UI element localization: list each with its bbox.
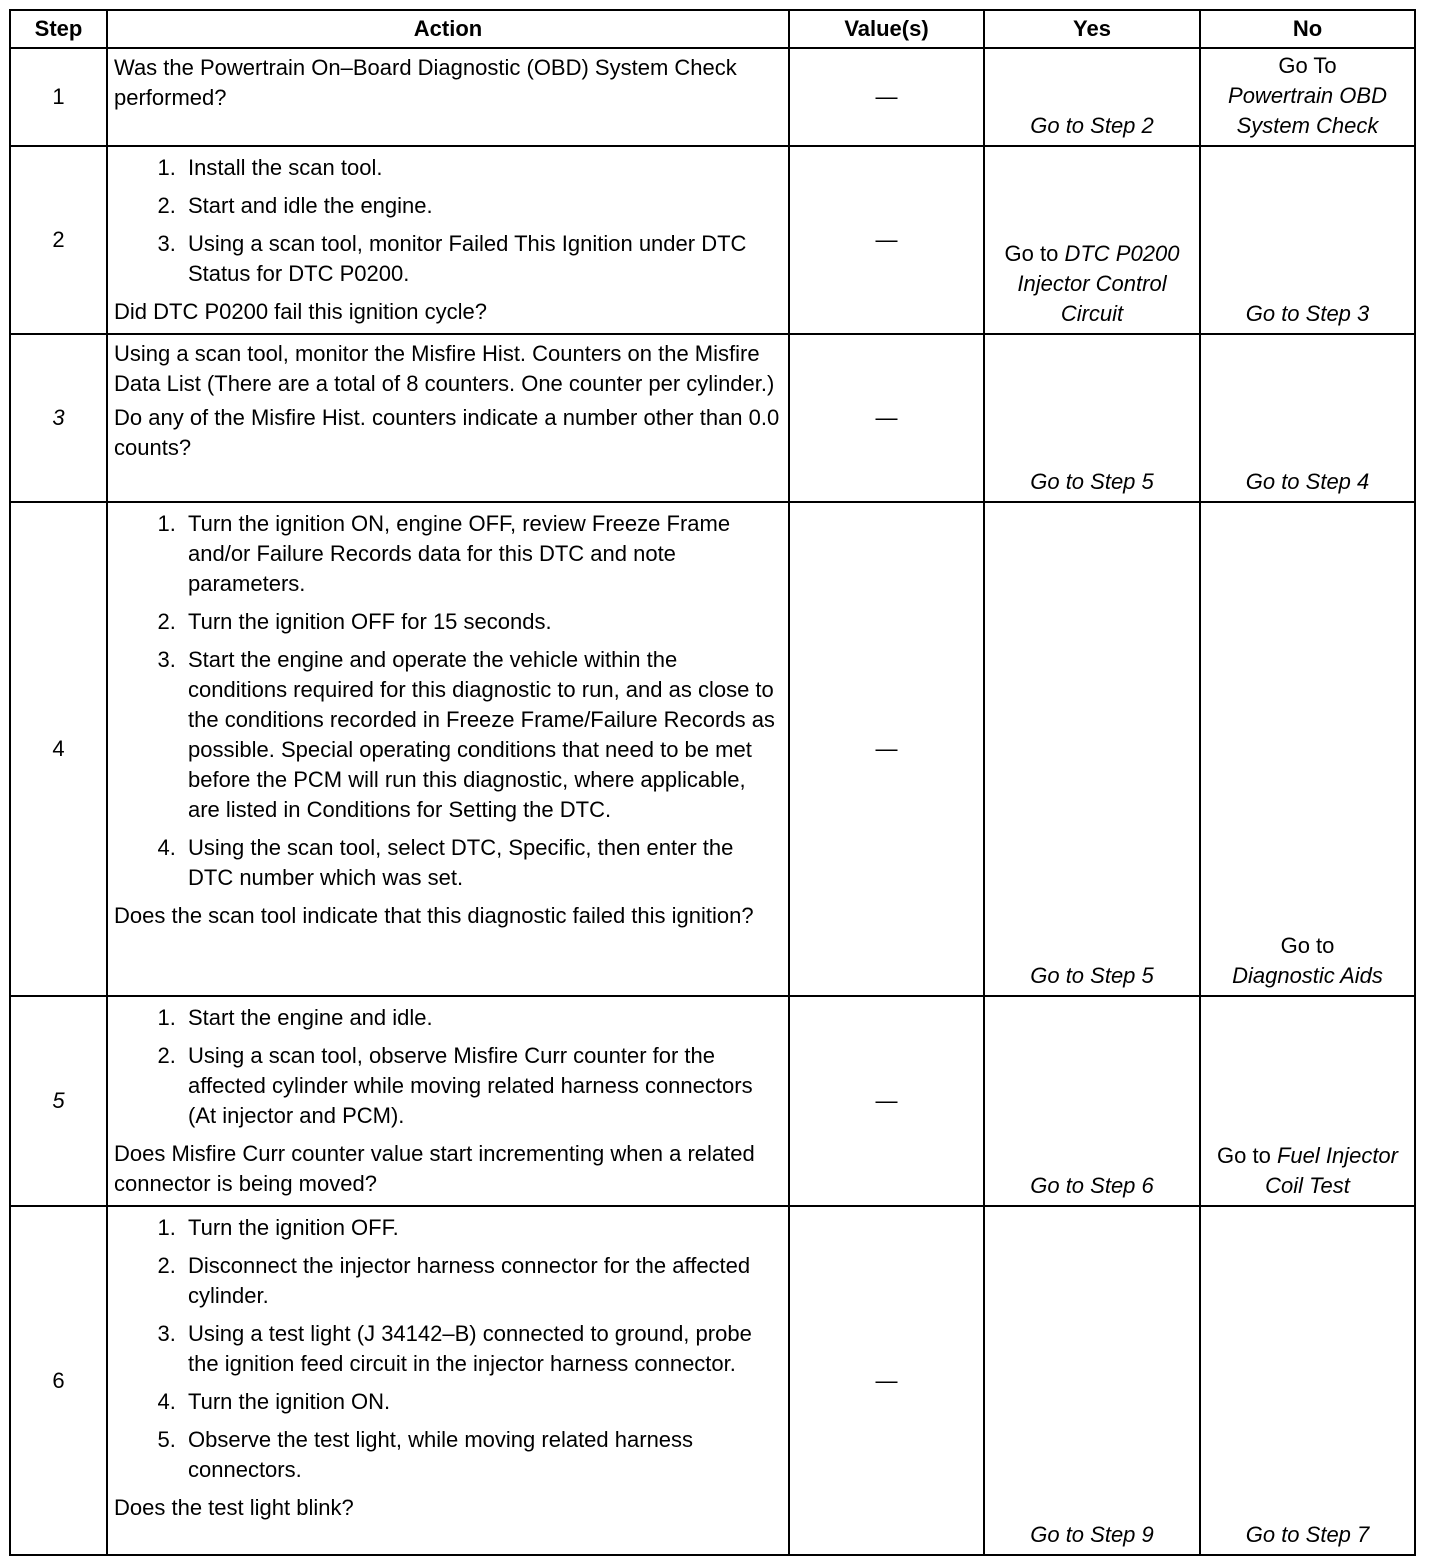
yes-cell: Go to Step 2 xyxy=(984,48,1200,146)
no-cell xyxy=(1200,502,1415,996)
table-row-step-6 xyxy=(10,1206,1415,1555)
action-question: Do any of the Misfire Hist. counters indicate a number other than 0.0 counts? xyxy=(114,405,780,460)
value-cell: — xyxy=(789,48,984,146)
diagnostic-table xyxy=(9,9,1416,1556)
header-no: No xyxy=(1200,10,1415,48)
action-list xyxy=(114,1003,782,1131)
table-row-step-5 xyxy=(10,996,1415,1206)
no-prefix: Go To xyxy=(1278,53,1337,78)
action-question: Does Misfire Curr counter value start incrementing when a related connector is being moved? xyxy=(114,1141,755,1196)
no-cell xyxy=(1200,996,1415,1206)
yes-cell: Go to Step 5 xyxy=(984,502,1200,996)
step-number: 6 xyxy=(10,1206,107,1555)
list-item: 4. Turn the ignition ON. xyxy=(182,1387,782,1417)
yes-cell xyxy=(984,146,1200,334)
action-question: Did DTC P0200 fail this ignition cycle? xyxy=(114,299,487,324)
action-text: Using a scan tool, monitor the Misfire Hist. Counters on the Misfire Data List (There are a total of 8 counters. One counter per cylinder.) xyxy=(114,341,775,396)
no-target: Fuel Injector Coil Test xyxy=(1265,1143,1398,1198)
list-item: 3. Using a scan tool, monitor Failed This Ignition under DTC Status for DTC P0200. xyxy=(182,229,782,289)
step-number: 5 xyxy=(10,996,107,1206)
value-cell: — xyxy=(789,996,984,1206)
list-item: 1. Turn the ignition OFF. xyxy=(182,1213,782,1243)
header-row xyxy=(10,10,1415,48)
no-cell xyxy=(1200,48,1415,146)
list-item: 2. Using a scan tool, observe Misfire Curr counter for the affected cylinder while moving related harness connectors (At injector and PCM). xyxy=(182,1041,782,1131)
table-row-step-4 xyxy=(10,502,1415,996)
no-target: Powertrain OBD System Check xyxy=(1228,83,1387,138)
value-cell: — xyxy=(789,146,984,334)
step-number: 3 xyxy=(10,334,107,502)
list-item: 2. Disconnect the injector harness connector for the affected cylinder. xyxy=(182,1251,782,1311)
yes-cell: Go to Step 5 xyxy=(984,334,1200,502)
yes-prefix: Go to xyxy=(1004,241,1059,266)
action-list xyxy=(114,509,782,893)
action-list xyxy=(114,153,782,289)
action-question: Does the test light blink? xyxy=(114,1495,354,1520)
header-values: Value(s) xyxy=(789,10,984,48)
list-item: 4. Using the scan tool, select DTC, Specific, then enter the DTC number which was set. xyxy=(182,833,782,893)
list-item: 1. Turn the ignition ON, engine OFF, review Freeze Frame and/or Failure Records data for this DTC and note parameters. xyxy=(182,509,782,599)
no-cell: Go to Step 7 xyxy=(1200,1206,1415,1555)
value-cell: — xyxy=(789,1206,984,1555)
header-action: Action xyxy=(107,10,789,48)
list-item: 2. Start and idle the engine. xyxy=(182,191,782,221)
step-number: 2 xyxy=(10,146,107,334)
no-target: Diagnostic Aids xyxy=(1232,963,1383,988)
yes-cell: Go to Step 6 xyxy=(984,996,1200,1206)
table-row-step-3 xyxy=(10,334,1415,502)
step-number: 4 xyxy=(10,502,107,996)
list-item: 5. Observe the test light, while moving related harness connectors. xyxy=(182,1425,782,1485)
no-prefix: Go to xyxy=(1217,1143,1271,1168)
action-cell xyxy=(107,334,789,502)
no-cell: Go to Step 4 xyxy=(1200,334,1415,502)
action-cell xyxy=(107,48,789,146)
table-row-step-1 xyxy=(10,48,1415,146)
yes-target: DTC P0200 Injector Control Circuit xyxy=(1017,241,1180,326)
action-cell xyxy=(107,1206,789,1555)
yes-cell: Go to Step 9 xyxy=(984,1206,1200,1555)
no-prefix: Go to xyxy=(1280,933,1335,958)
action-cell xyxy=(107,502,789,996)
step-number: 1 xyxy=(10,48,107,146)
action-cell xyxy=(107,146,789,334)
action-text: Was the Powertrain On–Board Diagnostic (OBD) System Check performed? xyxy=(114,55,737,110)
value-cell: — xyxy=(789,334,984,502)
action-question: Does the scan tool indicate that this diagnostic failed this ignition? xyxy=(114,903,754,928)
value-cell: — xyxy=(789,502,984,996)
action-list xyxy=(114,1213,782,1485)
no-cell: Go to Step 3 xyxy=(1200,146,1415,334)
list-item: 1. Install the scan tool. xyxy=(182,153,782,183)
list-item: 3. Using a test light (J 34142–B) connected to ground, probe the ignition feed circuit in the injector harness connector. xyxy=(182,1319,782,1379)
table-row-step-2 xyxy=(10,146,1415,334)
header-yes: Yes xyxy=(984,10,1200,48)
action-cell xyxy=(107,996,789,1206)
header-step: Step xyxy=(10,10,107,48)
list-item: 3. Start the engine and operate the vehicle within the conditions required for this diagnostic to run, and as close to the conditions recorded in Freeze Frame/Failure Records as possible. Special operating conditions that need to be met before the PCM will run this diagnostic, where applicable, are listed in Conditions for Setting the DTC. xyxy=(182,645,782,825)
list-item: 1. Start the engine and idle. xyxy=(182,1003,782,1033)
list-item: 2. Turn the ignition OFF for 15 seconds. xyxy=(182,607,782,637)
